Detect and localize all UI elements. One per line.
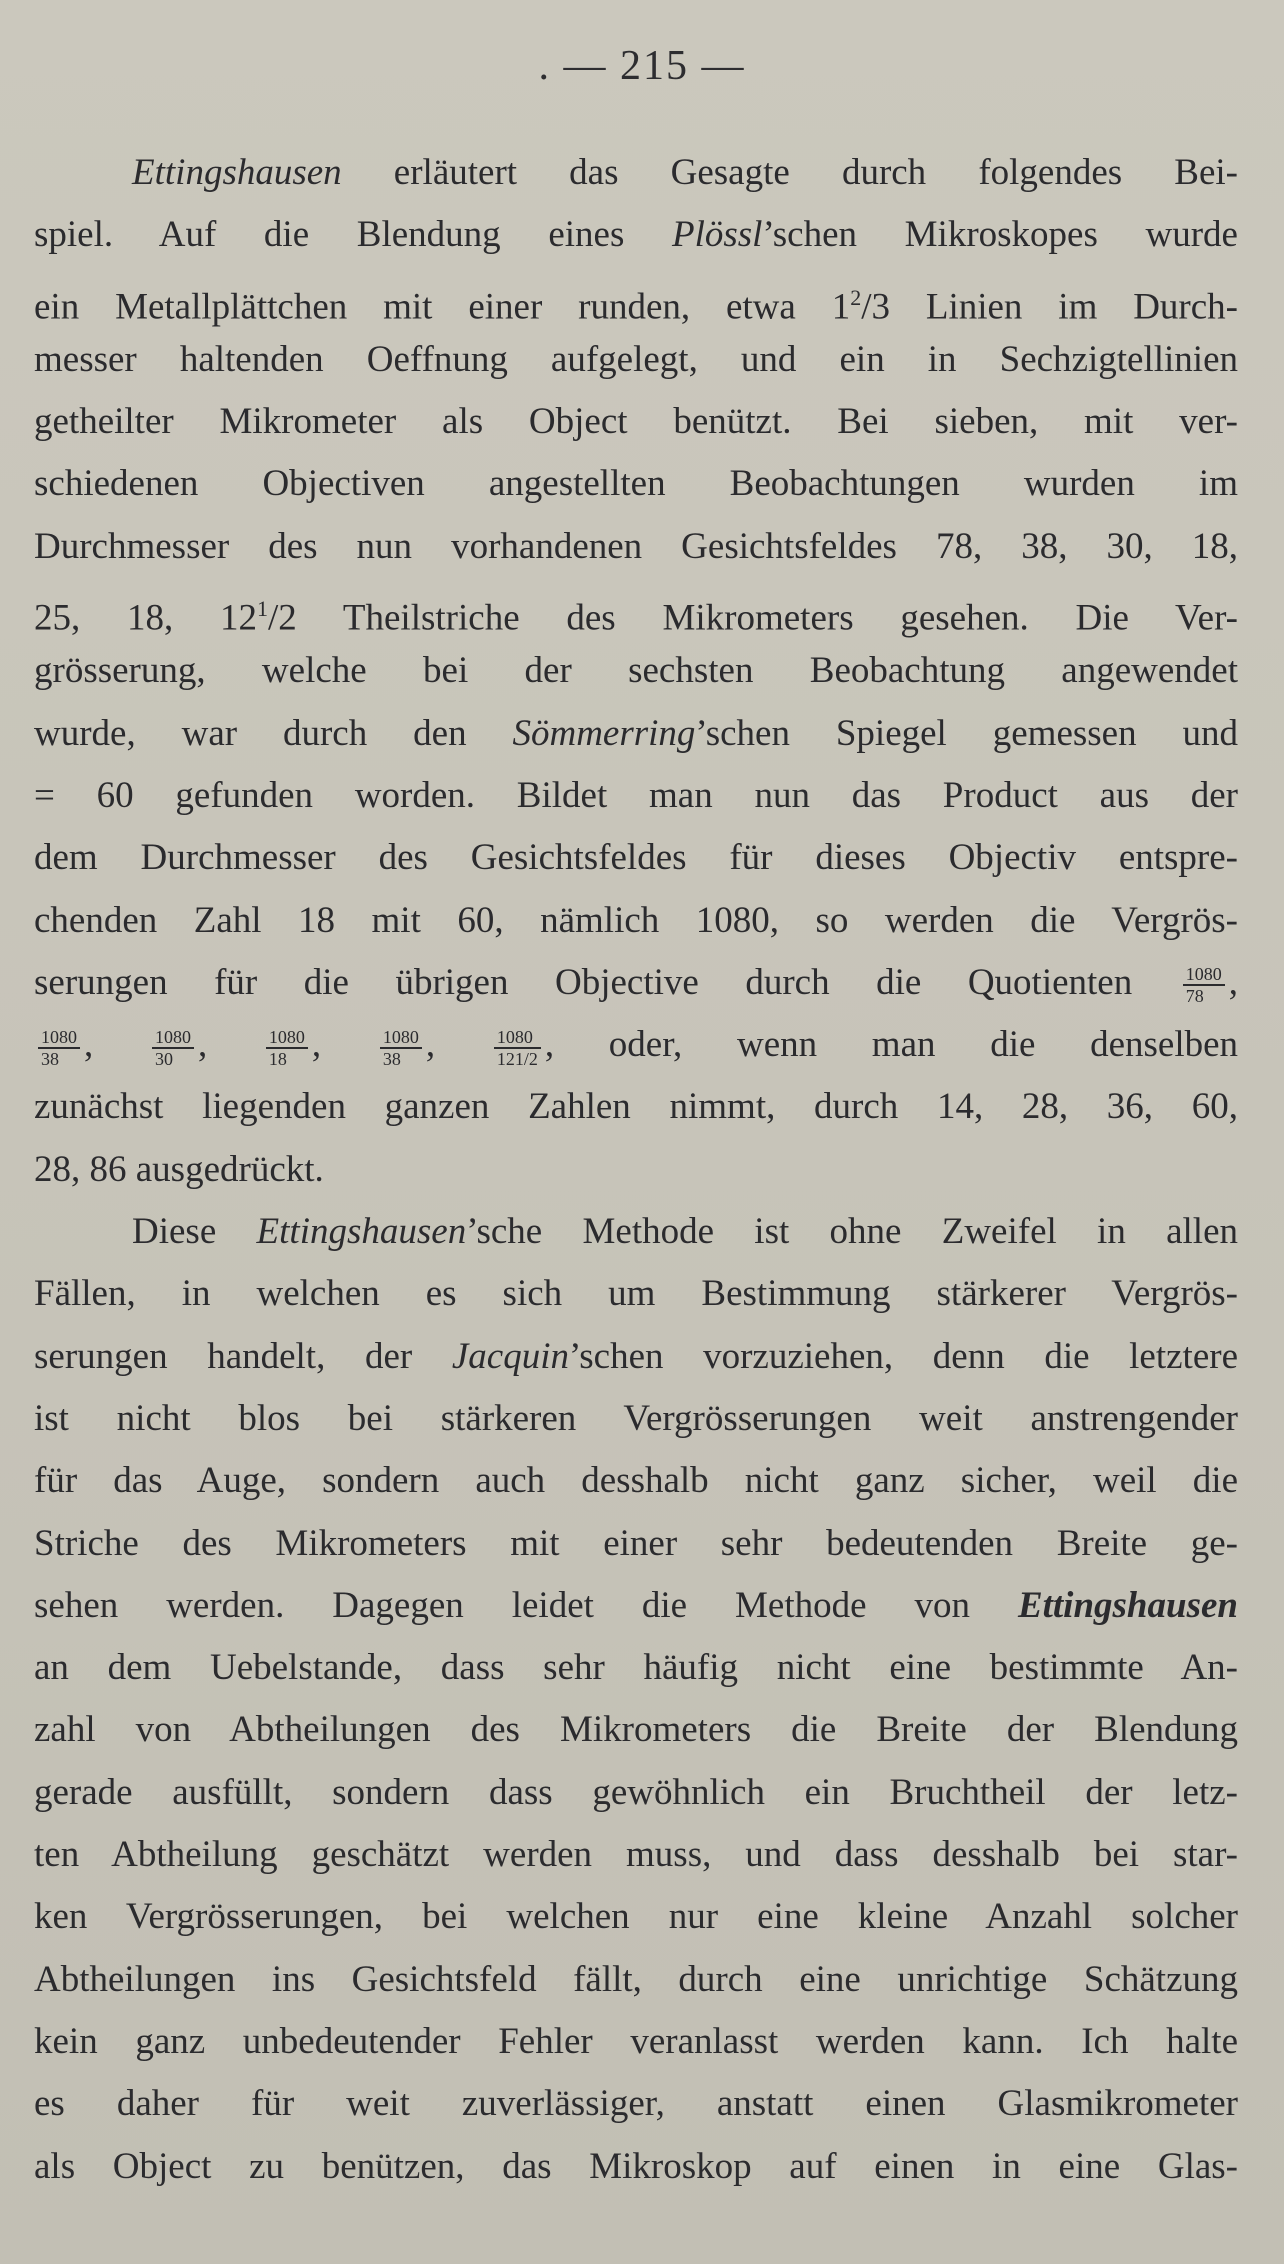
text-segment: erläutert das Gesagte durch folgendes Bei- <box>341 152 1238 193</box>
text-segment: serungen für die übrigen Objective durch die Quotienten <box>34 961 1133 1003</box>
text-line: Striche des Mikrometers mit einer sehr bedeutenden Breite ge- <box>34 1522 1238 1564</box>
text-line: ken Vergrösserungen, bei welchen nur eine kleine Anzahl solcher <box>34 1896 1238 1938</box>
author-name: Plössl <box>672 214 763 256</box>
text-line <box>34 204 1238 266</box>
fraction <box>152 1027 194 1069</box>
text-line <box>34 1575 1238 1637</box>
fraction-denominator: 121/2 <box>496 1048 538 1069</box>
text-segment: sehen werden. Dagegen leidet die Methode von <box>34 1584 1018 1626</box>
fraction <box>380 1027 422 1069</box>
text-line <box>34 952 1238 1014</box>
text-line: kein ganz unbedeutender Fehler veranlasst werden kann. Ich halte <box>34 2020 1238 2062</box>
fraction-numerator: 1080 <box>1183 964 1225 986</box>
text-line: schiedenen Objectiven angestellten Beobachtungen wurden im <box>34 463 1238 505</box>
text-segment: Diese <box>132 1211 257 1253</box>
author-name: Jacquin <box>451 1335 569 1377</box>
fraction-denominator: 78 <box>1185 986 1204 1007</box>
body-text <box>34 142 1238 2198</box>
text-segment: , oder, wenn man die denselben <box>544 1024 1238 1066</box>
author-name: Sömmerring <box>512 712 696 754</box>
fraction <box>1183 964 1225 1006</box>
comma: , <box>197 1024 208 1066</box>
text-segment: ’sche Methode ist ohne Zweifel in allen <box>466 1211 1238 1253</box>
text-segment: serungen handelt, der <box>34 1335 452 1377</box>
text-segment: ’schen vorzuziehen, denn die letztere <box>568 1335 1238 1377</box>
text-line: als Object zu benützen, das Mikroskop auf einen in eine Glas- <box>34 2145 1238 2187</box>
comma: , <box>425 1024 436 1066</box>
superscript: 2 <box>850 284 862 310</box>
text-segment: /3 Linien im Durch- <box>861 285 1238 327</box>
text-line: ist nicht blos bei stärkeren Vergrösserungen weit anstrengender <box>34 1397 1238 1439</box>
fraction-numerator: 1080 <box>494 1027 541 1049</box>
author-name: Ettingshausen <box>132 152 342 193</box>
text-segment: ein Metallplättchen mit einer runden, etwa 1 <box>34 285 851 327</box>
text-line <box>34 1201 1238 1263</box>
text-line: dem Durchmesser des Gesichtsfeldes für dieses Objectiv entspre- <box>34 837 1238 879</box>
fraction <box>494 1027 541 1069</box>
author-name: Ettingshausen <box>1017 1584 1238 1626</box>
text-line: für das Auge, sondern auch desshalb nicht ganz sicher, weil die <box>34 1460 1238 1502</box>
text-line: an dem Uebelstande, dass sehr häufig nicht eine bestimmte An- <box>34 1647 1238 1689</box>
text-segment: spiel. Auf die Blendung eines <box>34 214 672 256</box>
page-number: . — 215 — <box>538 43 746 89</box>
text-segment: wurde, war durch den <box>34 712 513 754</box>
text-line <box>34 1326 1238 1388</box>
text-line: getheilter Mikrometer als Object benützt. Bei sieben, mit ver- <box>34 401 1238 443</box>
comma: , <box>1228 961 1238 1003</box>
text-segment: /2 Theilstriche des Mikrometers gesehen. Die Ver- <box>268 597 1238 639</box>
text-line <box>34 703 1238 765</box>
fraction-numerator: 1080 <box>38 1027 80 1049</box>
text-line: es daher für weit zuverlässiger, anstatt einen Glasmikrometer <box>34 2083 1238 2125</box>
text-line <box>34 578 1238 640</box>
text-line <box>34 142 1238 204</box>
text-segment: 25, 18, 12 <box>34 597 258 639</box>
text-line: ten Abtheilung geschätzt werden muss, und dass desshalb bei star- <box>34 1834 1238 1876</box>
text-line: chenden Zahl 18 mit 60, nämlich 1080, so werden die Vergrös- <box>34 899 1238 941</box>
text-line: grösserung, welche bei der sechsten Beobachtung angewendet <box>34 650 1238 692</box>
text-line: Fällen, in welchen es sich um Bestimmung stärkerer Vergrös- <box>34 1273 1238 1315</box>
fraction-numerator: 1080 <box>266 1027 308 1049</box>
fraction <box>266 1027 308 1069</box>
text-segment: ’schen Spiegel gemessen und <box>695 712 1238 754</box>
text-line: zahl von Abtheilungen des Mikrometers die Breite der Blendung <box>34 1709 1238 1751</box>
text-line: 28, 86 ausgedrückt. <box>34 1148 324 1190</box>
fraction-denominator: 30 <box>154 1048 173 1069</box>
text-line <box>34 267 1238 329</box>
fraction-numerator: 1080 <box>380 1027 422 1049</box>
superscript: 1 <box>257 596 269 622</box>
fraction <box>38 1027 80 1069</box>
text-line: messer haltenden Oeffnung aufgelegt, und ein in Sechzigtellinien <box>34 338 1238 380</box>
comma: , <box>311 1024 322 1066</box>
comma: , <box>84 1024 94 1066</box>
fraction-denominator: 38 <box>382 1048 401 1069</box>
text-line: gerade ausfüllt, sondern dass gewöhnlich ein Bruchtheil der letz- <box>34 1771 1238 1813</box>
text-line: Abtheilungen ins Gesichtsfeld fällt, durch eine unrichtige Schätzung <box>34 1958 1238 2000</box>
text-line: Durchmesser des nun vorhandenen Gesichtsfeldes 78, 38, 30, 18, <box>34 525 1238 567</box>
text-line: = 60 gefunden worden. Bildet man nun das Product aus der <box>34 774 1238 816</box>
author-name: Ettingshausen <box>256 1211 467 1253</box>
fraction-denominator: 38 <box>41 1048 59 1069</box>
text-line <box>34 1014 1238 1076</box>
text-line: zunächst liegenden ganzen Zahlen nimmt, durch 14, 28, 36, 60, <box>34 1086 1238 1128</box>
text-segment: ’schen Mikroskopes wurde <box>762 214 1238 256</box>
fraction-numerator: 1080 <box>152 1027 194 1049</box>
fraction-denominator: 18 <box>268 1048 287 1069</box>
